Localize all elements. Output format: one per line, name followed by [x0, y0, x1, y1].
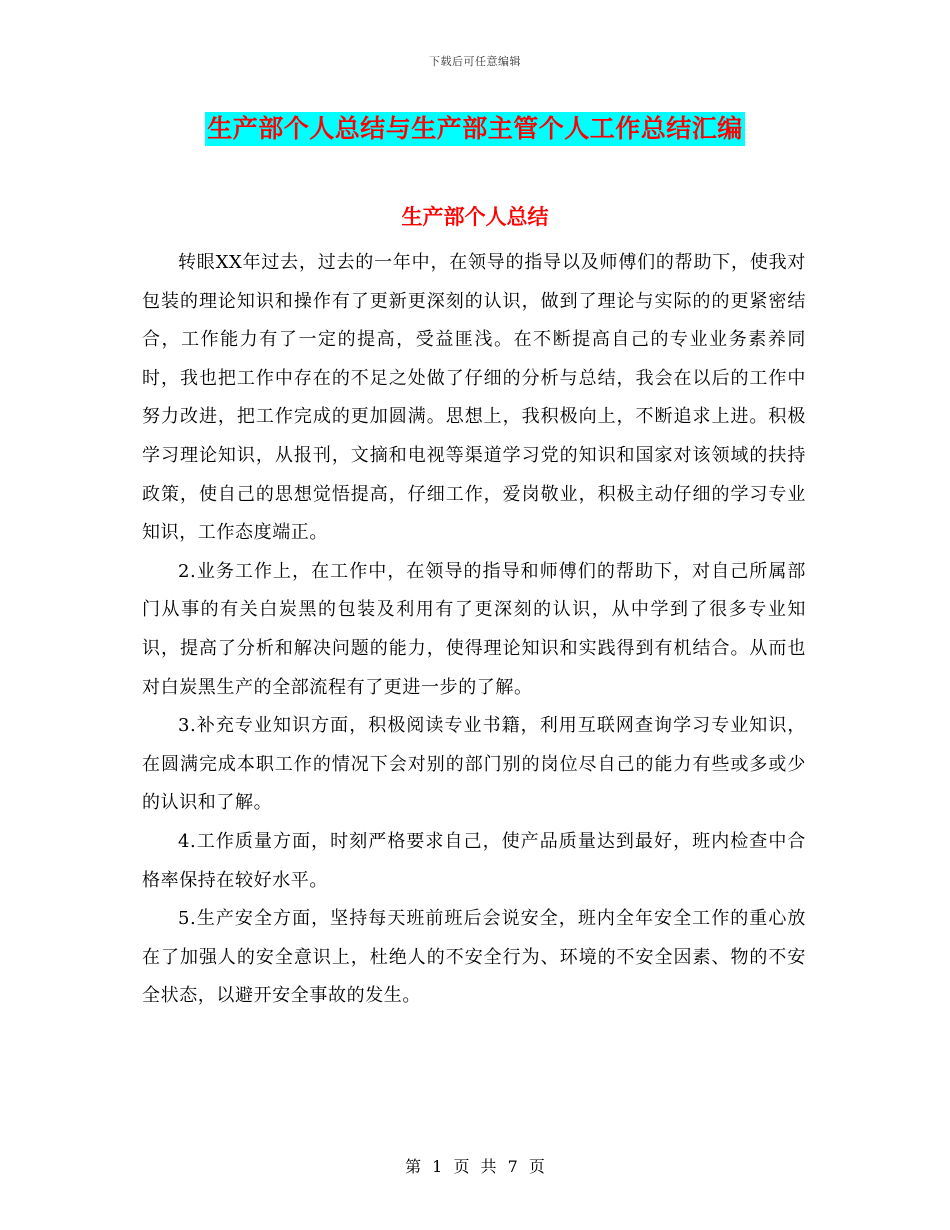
paragraph: 4.工作质量方面，时刻严格要求自己，使产品质量达到最好，班内检查中合格率保持在较好水平。	[142, 830, 806, 891]
header-note: 下载后可任意编辑	[429, 55, 521, 68]
page-number: 第 1 页 共 7 页	[405, 1157, 545, 1176]
document-title-container	[0, 112, 950, 146]
paragraph: 3.补充专业知识方面，积极阅读专业书籍，利用互联网查询学习专业知识，在圆满完成本职工作的情况下会对别的部门别的岗位尽自己的能力有些或多或少的认识和了解。	[142, 715, 806, 814]
document-title: 生产部个人总结与生产部主管个人工作总结汇编	[205, 112, 745, 146]
paragraph: 转眼XX年过去，过去的一年中，在领导的指导以及师傅们的帮助下，使我对包装的理论知识和操作有了更新更深刻的认识，做到了理论与实际的的更紧密结合，工作能力有了一定的提高，受益匪浅。在不断提高自己的专业业务素养同时，我也把工作中存在的不足之处做了仔细的分析与总结，我会在以后的工作中努力改进，把工作完成的更加圆满。思想上，我积极向上，不断追求上进。积极学习理论知识，从报刊，文摘和电视等渠道学习党的知识和国家对该领域的扶持政策，使自己的思想觉悟提高，仔细工作，爱岗敬业，积极主动仔细的学习专业知识，工作态度端正。	[142, 252, 806, 544]
document-body	[142, 244, 806, 1016]
paragraph: 2.业务工作上，在工作中，在领导的指导和师傅们的帮助下，对自己所属部门从事的有关白炭黑的包装及利用有了更深刻的认识，从中学到了很多专业知识，提高了分析和解决问题的能力，使得理论知识和实践得到有机结合。从而也对白炭黑生产的全部流程有了更进一步的了解。	[142, 560, 806, 698]
section-title: 生产部个人总结	[401, 204, 549, 229]
paragraph: 5.生产安全方面，坚持每天班前班后会说安全，班内全年安全工作的重心放在了加强人的安全意识上，杜绝人的不安全行为、环境的不安全因素、物的不安全状态，以避开安全事故的发生。	[142, 908, 806, 1007]
